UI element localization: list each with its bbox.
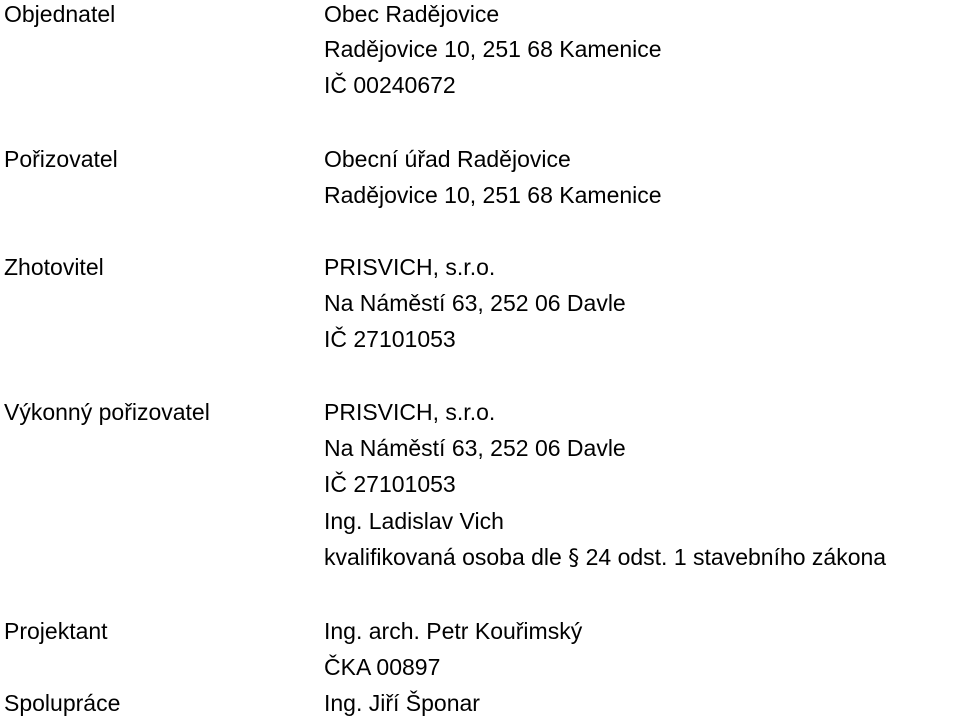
section-line: Ing. arch. Petr Kouřimský: [324, 618, 583, 644]
section-label: Zhotovitel: [4, 254, 104, 280]
section-line: PRISVICH, s.r.o.: [324, 399, 496, 425]
section-line-qualification: [324, 539, 886, 577]
section-label: Projektant: [4, 618, 108, 644]
section-line: Radějovice 10, 251 68 Kamenice: [324, 182, 662, 208]
section-line: IČ 00240672: [324, 72, 456, 98]
section-line: Radějovice 10, 251 68 Kamenice: [324, 36, 662, 62]
section-zhotovitel-line: [0, 285, 960, 321]
section-line: PRISVICH, s.r.o.: [324, 254, 496, 280]
section-line: IČ 27101053: [324, 471, 456, 497]
section-porizovatel-line: [0, 177, 960, 213]
section-projektant-line: [0, 649, 960, 685]
section-label: Výkonný pořizovatel: [4, 399, 210, 425]
section-line: Na Náměstí 63, 252 06 Davle: [324, 290, 626, 316]
section-porizovatel: [0, 141, 960, 177]
section-zhotovitel: [0, 249, 960, 285]
section-sign: §: [568, 546, 580, 571]
section-objednatel-line: [0, 31, 960, 67]
section-projektant: [0, 613, 960, 649]
qualification-text-end: 24 odst. 1 stavebního zákona: [585, 544, 887, 570]
section-label: Pořizovatel: [4, 146, 118, 172]
section-line: Ing. Jiří Šponar: [324, 690, 480, 716]
section-objednatel: [0, 0, 960, 32]
section-zhotovitel-line: [0, 321, 960, 357]
section-spoluprace: [0, 685, 960, 721]
qualification-text: kvalifikovaná osoba dle: [324, 544, 562, 570]
section-line: Obecní úřad Radějovice: [324, 146, 571, 172]
section-objednatel-line: [0, 67, 960, 103]
section-vykonny-porizovatel: [0, 394, 960, 430]
section-line: Obec Radějovice: [324, 1, 500, 27]
section-vykonny-porizovatel-line: [0, 539, 960, 575]
section-line: Ing. Ladislav Vich: [324, 508, 504, 534]
section-vykonny-porizovatel-line: [0, 430, 960, 466]
section-line: IČ 27101053: [324, 326, 456, 352]
section-line: ČKA 00897: [324, 654, 441, 680]
section-vykonny-porizovatel-line: [0, 466, 960, 502]
section-vykonny-porizovatel-line: [0, 503, 960, 539]
section-label: Objednatel: [4, 1, 116, 27]
section-line: Na Náměstí 63, 252 06 Davle: [324, 435, 626, 461]
section-label: Spolupráce: [4, 690, 121, 716]
